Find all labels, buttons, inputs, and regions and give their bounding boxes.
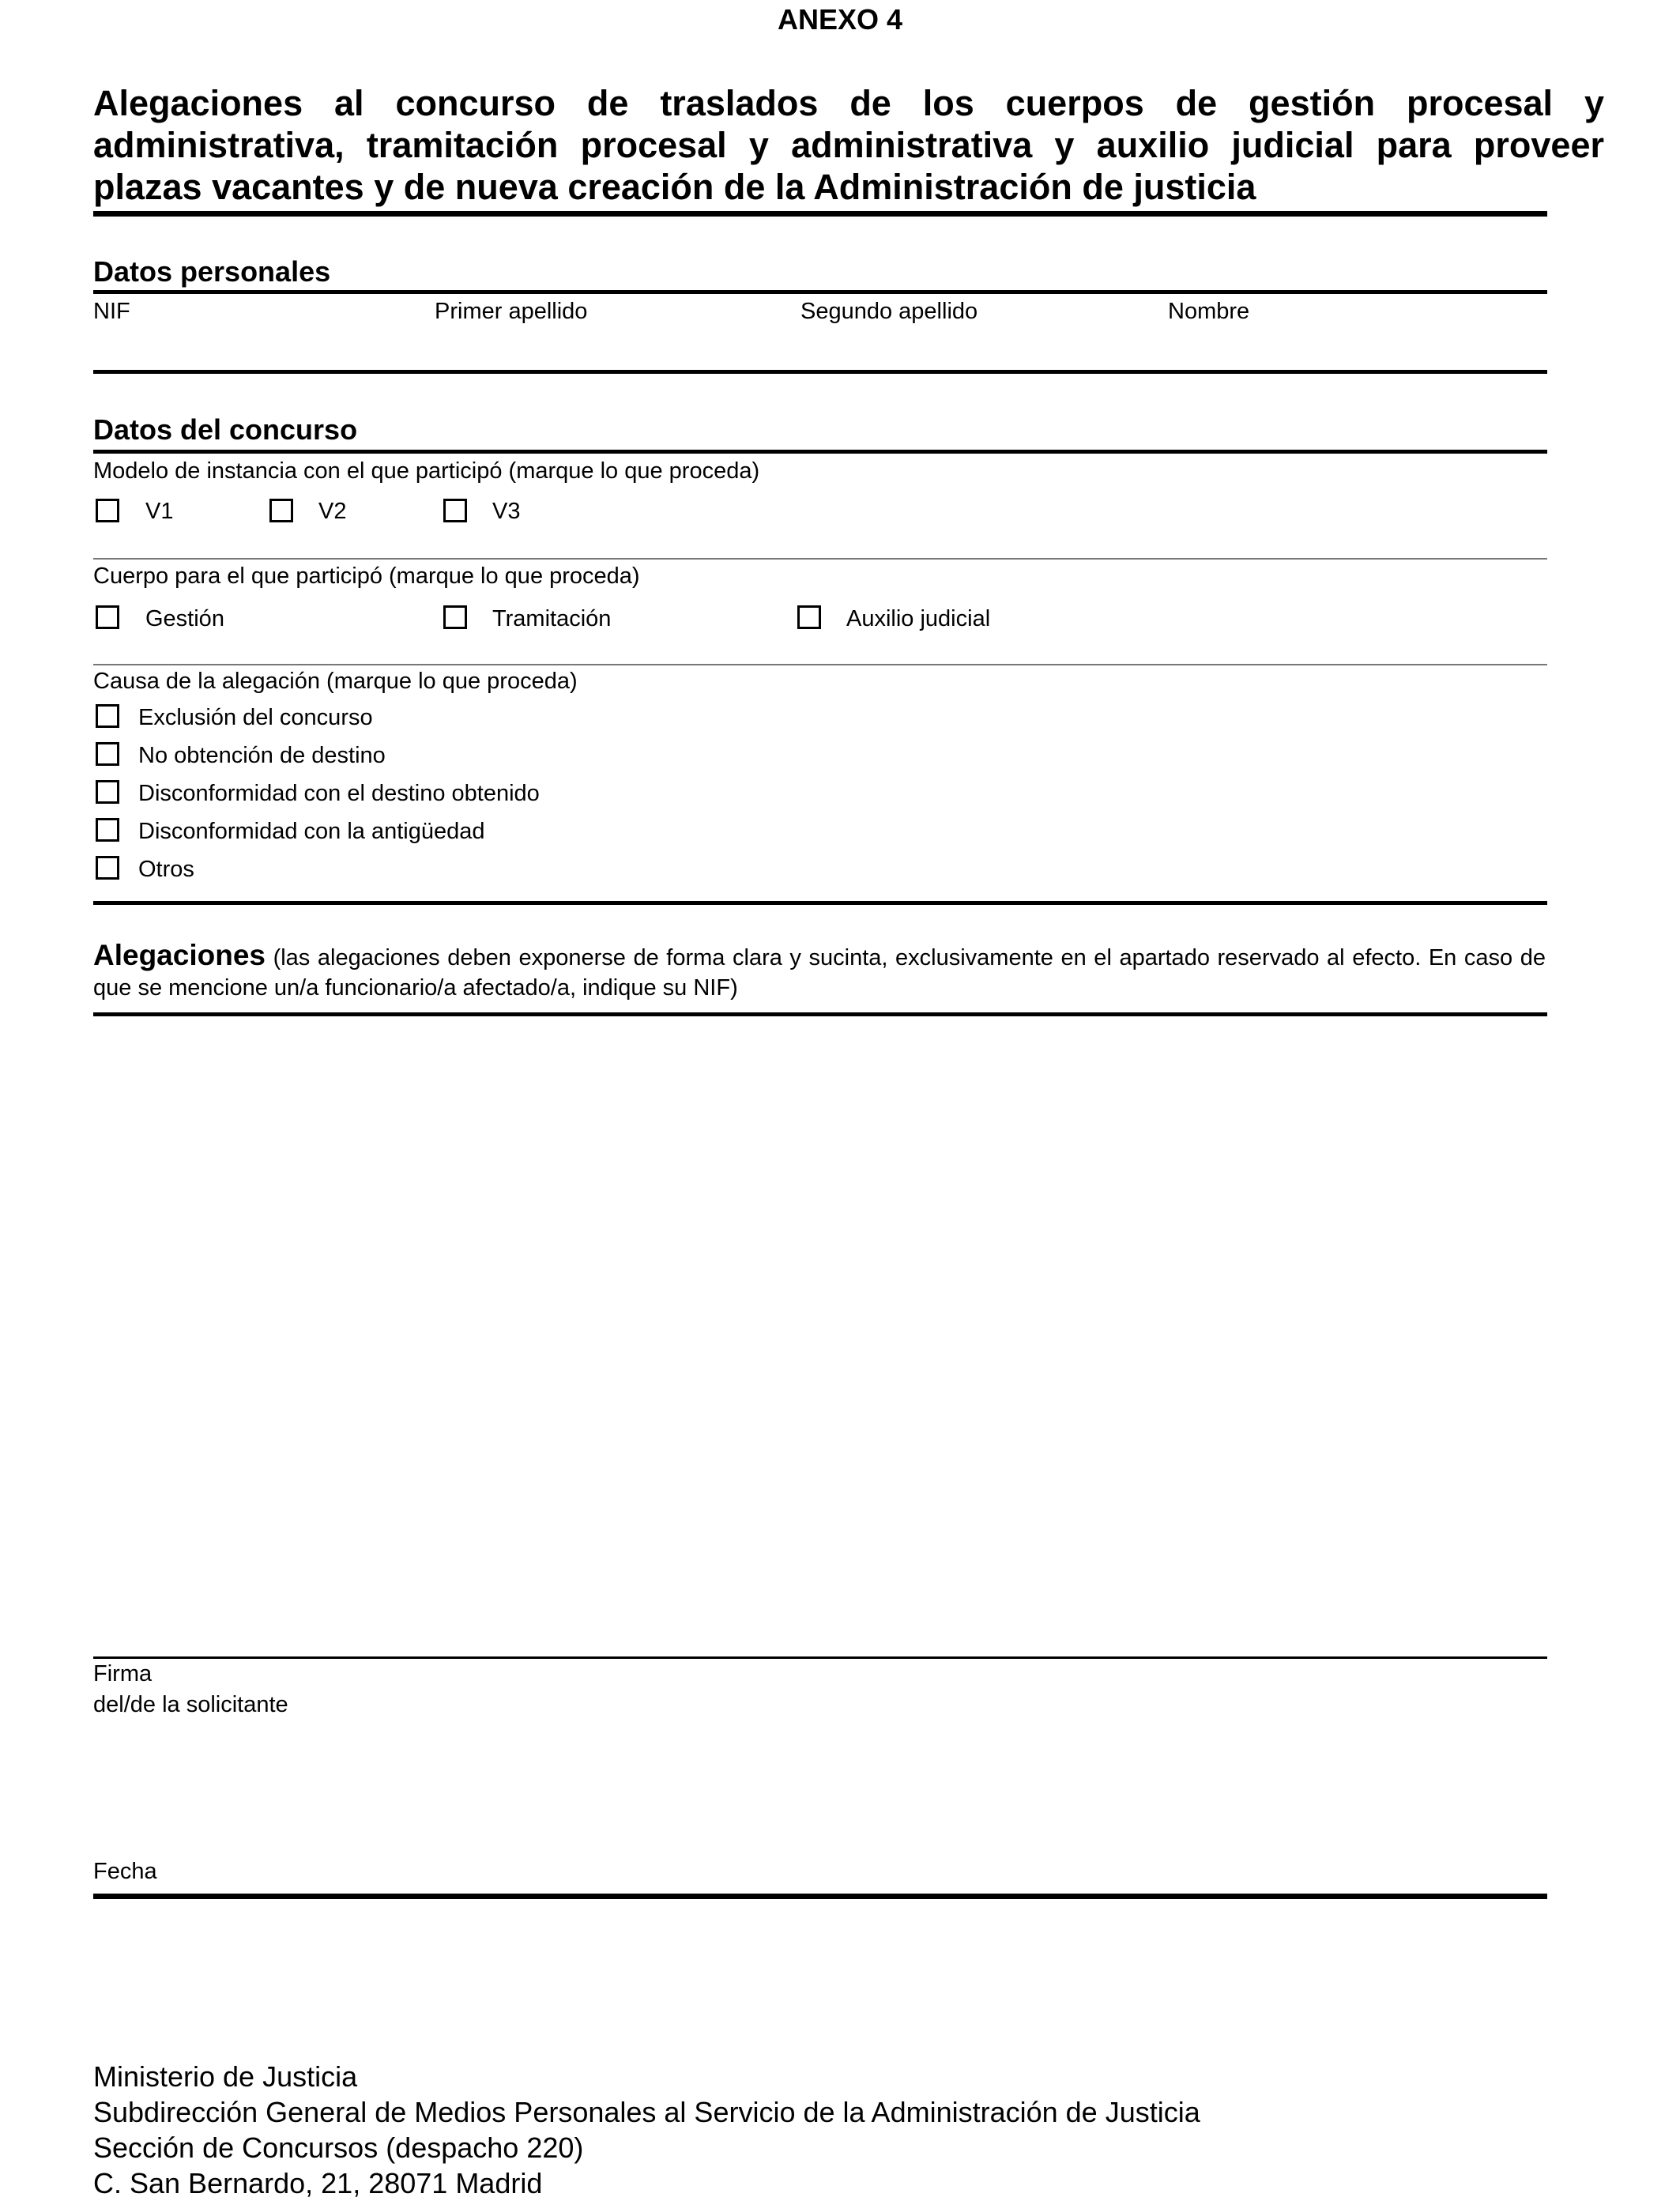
- signature-area[interactable]: [93, 1731, 1547, 1857]
- checkbox-otros[interactable]: [96, 856, 119, 880]
- footer-address: [93, 2059, 1200, 2201]
- checkbox-tramitacion[interactable]: [443, 605, 467, 629]
- form-title: Alegaciones al concurso de traslados de los cuerpos de gestión procesal y administrativa, tramitación procesal y administrativa y auxilio judicial para proveer plazas vacantes y de nueva creación de la Administración de justicia: [93, 83, 1604, 207]
- divider: [93, 664, 1547, 665]
- allegations-header: [93, 940, 1546, 1003]
- checkbox-v3[interactable]: [443, 499, 467, 522]
- checkbox-label-v2: V2: [318, 499, 347, 524]
- footer-line: C. San Bernardo, 21, 28071 Madrid: [93, 2167, 543, 2199]
- divider: [93, 1894, 1547, 1899]
- checkbox-label-otros: Otros: [138, 857, 194, 882]
- checkbox-v2[interactable]: [269, 499, 293, 522]
- checkbox-label-tramitacion: Tramitación: [492, 606, 612, 631]
- divider: [93, 290, 1547, 294]
- annex-label: ANEXO 4: [777, 3, 903, 36]
- model-question: Modelo de instancia con el que participó (marque lo que proceda): [93, 458, 760, 484]
- footer-line: Ministerio de Justicia: [93, 2060, 358, 2093]
- checkbox-label-v3: V3: [492, 499, 521, 524]
- allegations-text-area[interactable]: [93, 1019, 1547, 1652]
- signature-label: Firma: [93, 1661, 153, 1687]
- checkbox-label-exclusion: Exclusión del concurso: [138, 705, 373, 730]
- personal-data-input-area[interactable]: [93, 327, 1547, 370]
- checkbox-exclusion[interactable]: [96, 704, 119, 728]
- divider: [93, 901, 1547, 905]
- checkbox-no-destino[interactable]: [96, 742, 119, 766]
- divider: [93, 558, 1547, 560]
- checkbox-gestion[interactable]: [96, 605, 119, 629]
- date-label: Fecha: [93, 1859, 157, 1884]
- allegations-note: (las alegaciones deben exponerse de forma clara y sucinta, exclusivamente en el apartado reservado al efecto. En caso de que se mencione un/a funcionario/a afectado/a, indique su NIF): [93, 945, 1546, 1001]
- checkbox-disconf-destino[interactable]: [96, 780, 119, 804]
- section-heading-personal: Datos personales: [93, 255, 331, 288]
- divider: [93, 1012, 1547, 1016]
- signature-label-applicant: del/de la solicitante: [93, 1692, 288, 1717]
- checkbox-label-gestion: Gestión: [145, 606, 224, 631]
- field-label-name: Nombre: [1168, 299, 1250, 324]
- checkbox-disconf-antiguedad[interactable]: [96, 818, 119, 842]
- footer-line: Sección de Concursos (despacho 220): [93, 2131, 584, 2164]
- checkbox-label-disconf-destino: Disconformidad con el destino obtenido: [138, 781, 540, 806]
- checkbox-label-v1: V1: [145, 499, 174, 524]
- checkbox-label-auxilio-judicial: Auxilio judicial: [846, 606, 991, 631]
- cause-question: Causa de la alegación (marque lo que proceda): [93, 669, 578, 694]
- checkbox-auxilio-judicial[interactable]: [797, 605, 821, 629]
- checkbox-label-no-destino: No obtención de destino: [138, 743, 386, 768]
- checkbox-label-disconf-antiguedad: Disconformidad con la antigüedad: [138, 819, 485, 844]
- divider: [93, 370, 1547, 374]
- field-label-first-surname: Primer apellido: [435, 299, 588, 324]
- field-label-second-surname: Segundo apellido: [800, 299, 978, 324]
- field-label-nif: NIF: [93, 299, 130, 324]
- footer-line: Subdirección General de Medios Personales al Servicio de la Administración de Justicia: [93, 2096, 1200, 2128]
- checkbox-v1[interactable]: [96, 499, 119, 522]
- section-heading-contest: Datos del concurso: [93, 413, 358, 446]
- allegations-heading: Alegaciones: [93, 939, 266, 971]
- divider: [93, 1656, 1547, 1659]
- divider: [93, 450, 1547, 454]
- divider: [93, 211, 1547, 217]
- body-question: Cuerpo para el que participó (marque lo que proceda): [93, 563, 640, 589]
